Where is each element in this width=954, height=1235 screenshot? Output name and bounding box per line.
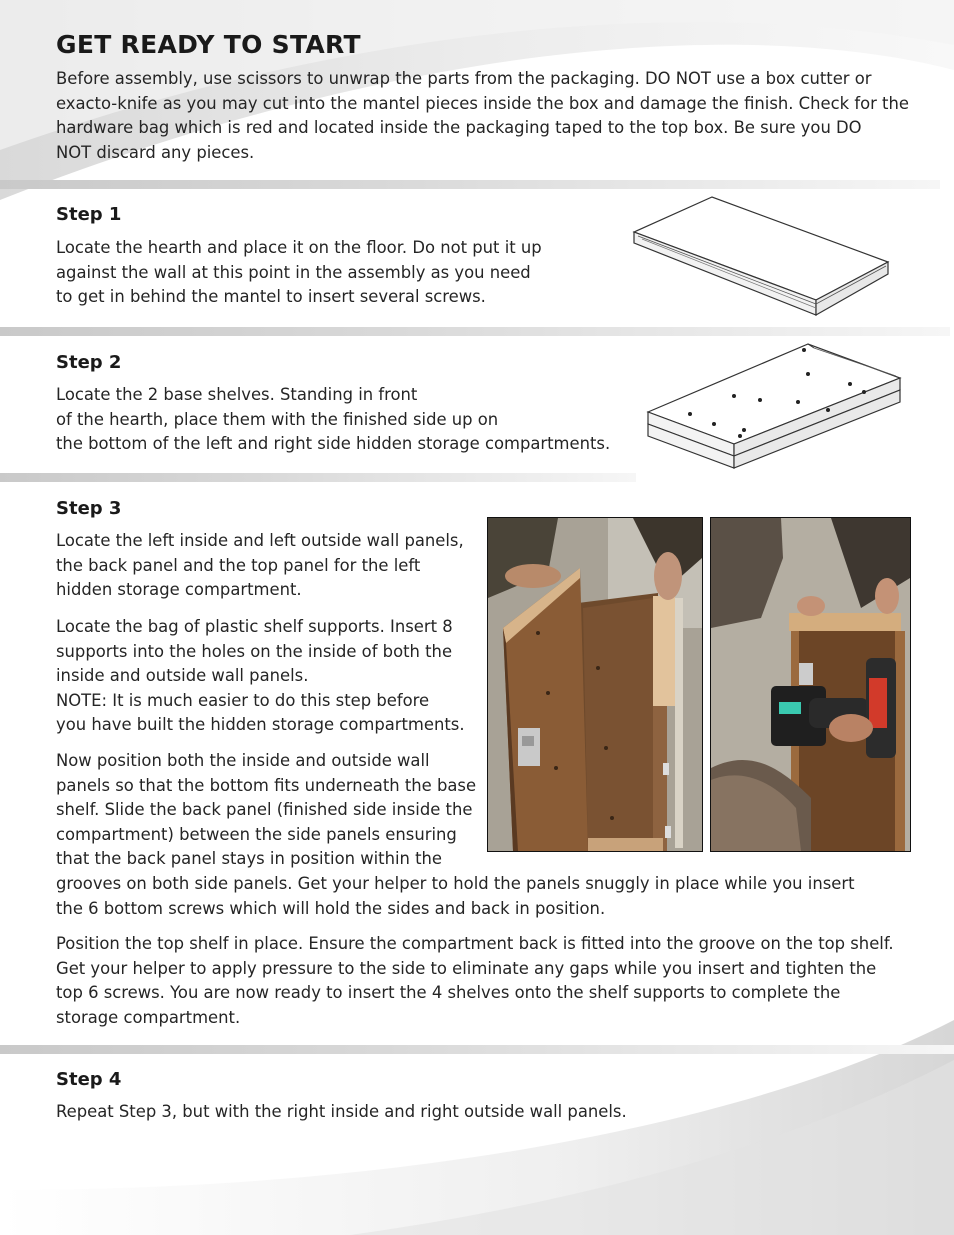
intro-text: Before assembly, use scissors to unwrap the parts from the packaging. DO NOT use a box cutter or exacto-knife as you may cut into the mantel pieces inside the box and damage the finish. Check for the hardware bag which is red and located inside the packaging taped to the top box. Be sure you DO NOT discard any pieces. [56,69,909,162]
step2-text: Locate the 2 base shelves. Standing in front of the hearth, place them with the finished side up on the bottom of the left and right side hidden storage compartments. [56,385,611,454]
step1-title: Step 1 [56,204,122,225]
step2-title: Step 2 [56,352,122,373]
step3-para2: Locate the bag of plastic shelf supports. Insert 8 supports into the holes on the inside of both the inside and outside wall panels. NOTE: It is much easier to do this step before you have built the hidden storage compartments. [56,617,465,735]
step3-para3: Now position both the inside and outside wall panels so that the bottom fits underneath the base shelf. Slide the back panel (finished side inside the compartment) between the side panels ensuring that the back panel stays in position within the grooves on both side panels. Get your helper to hold the panels snuggly in place while you insert the 6 bottom screws which will hold the sides and back in position. [56,751,855,918]
section-divider [0,180,940,189]
section-divider [0,473,636,482]
step1-text: Locate the hearth and place it on the floor. Do not put it up against the wall at this point in the assembly as you need to get in behind the mantel to insert several screws. [56,238,542,307]
hearth-illustration [620,190,900,325]
base-shelves-illustration [638,336,908,476]
step4-title: Step 4 [56,1069,122,1090]
step3-title: Step 3 [56,498,122,519]
page-title: GET READY TO START [56,30,361,59]
step3-para1: Locate the left inside and left outside wall panels, the back panel and the top panel for the left hidden storage compartment. [56,531,464,600]
assembly-photo-drill [710,517,911,852]
step4-text: Repeat Step 3, but with the right inside and right outside wall panels. [56,1102,627,1121]
step3-para4: Position the top shelf in place. Ensure the compartment back is fitted into the groove on the top shelf. Get your helper to apply pressure to the side to eliminate any gaps while you insert and tighten the top 6 screws. You are now ready to insert the 4 shelves onto the shelf supports to complete the storage compartment. [56,934,894,1027]
section-divider [0,1045,954,1054]
assembly-photo-panels [487,517,703,852]
section-divider [0,327,950,336]
